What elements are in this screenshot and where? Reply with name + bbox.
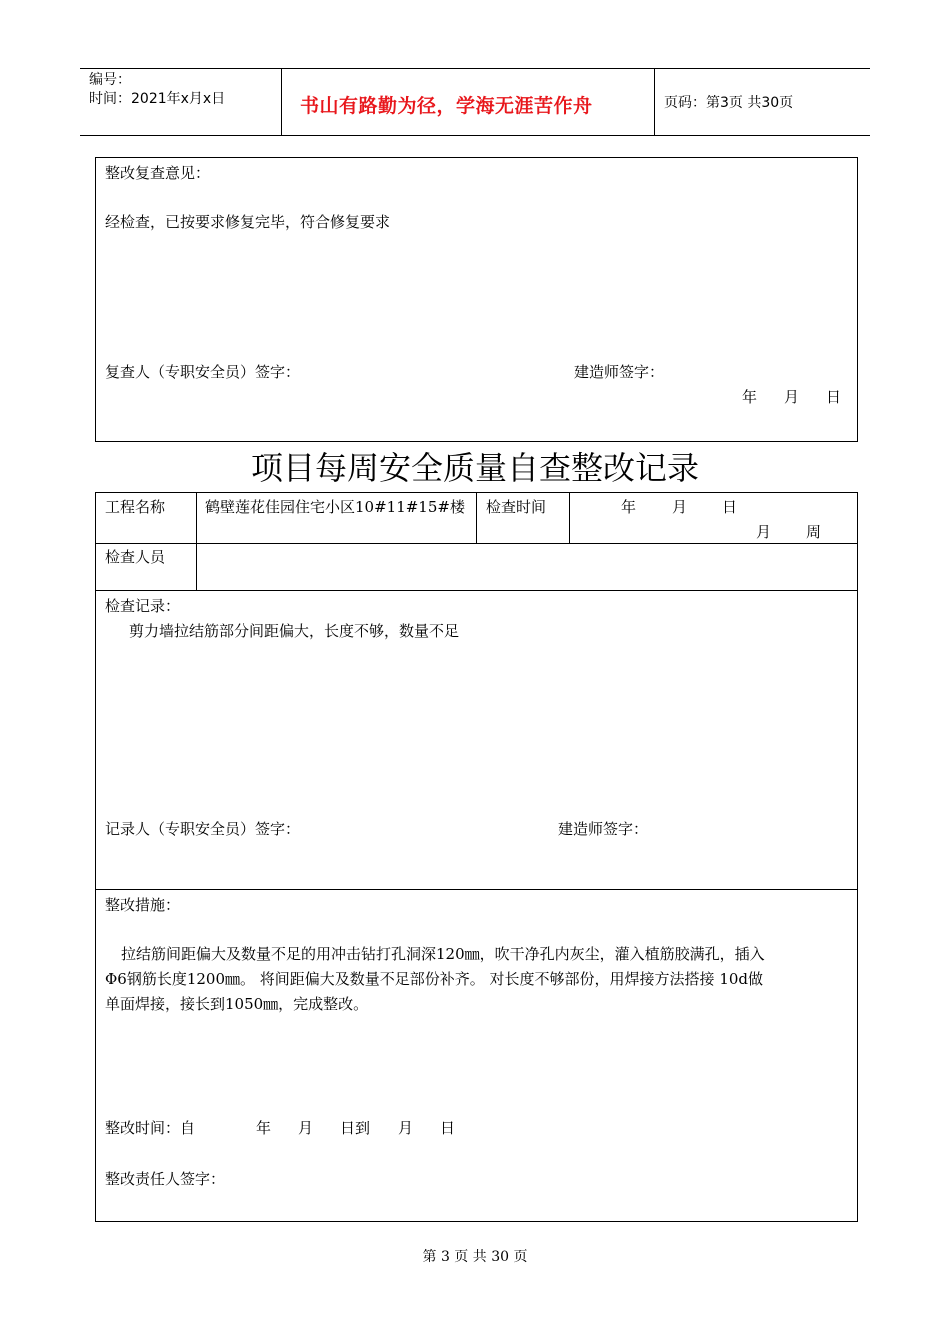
check-time-label: 检查时间 [486,498,547,516]
row-rule-2 [95,590,858,591]
rectify-time-month-2: 月 [398,1119,414,1137]
review-date-day: 日 [826,388,842,406]
header-bottom-rule [80,135,870,136]
header-top-rule [80,68,870,69]
col-rule-2 [476,492,477,543]
review-date-month: 月 [784,388,800,406]
measures-label: 整改措施： [105,896,181,914]
responsible-signature-label: 整改责任人签字： [105,1170,226,1188]
header-motto: 书山有路勤为径，学海无涯苦作舟 [300,95,593,117]
header-time-label: 时间：2021年x月x日 [89,91,226,107]
measures-line-1: 拉结筋间距偏大及数量不足的用冲击钻打孔洞深120㎜，吹干净孔内灰尘，灌入植筋胶满孔，插入 [121,945,765,963]
rectify-time-month: 月 [298,1119,314,1137]
record-text: 剪力墙拉结筋部分间距偏大，长度不够，数量不足 [129,622,460,640]
header-page-info: 页码：第3页 共30页 [664,95,794,111]
check-time-year: 年 [621,498,637,516]
header-divider-left [281,68,282,135]
review-opinion-label: 整改复查意见： [105,164,211,182]
header-divider-right [654,68,655,135]
project-name-value: 鹤壁莲花佳园住宅小区10#11#15#楼 [205,498,465,516]
check-time-day: 日 [722,498,738,516]
row-rule-3 [95,889,858,890]
record-table [95,492,858,1222]
rectify-time-day-2: 日 [440,1119,456,1137]
review-engineer-signature-label: 建造师签字： [574,363,665,381]
check-time-week: 周 [806,523,822,541]
page-title: 项目每周安全质量自查整改记录 [250,449,699,487]
measures-line-2: Φ6钢筋长度1200㎜。 将间距偏大及数量不足部份补齐。 对长度不够部份，用焊接方法搭接 10d做 [105,970,764,988]
review-opinion-text: 经检查，已按要求修复完毕，符合修复要求 [105,213,391,231]
project-name-label: 工程名称 [105,498,166,516]
page-footer: 第 3 页 共 30 页 [422,1249,528,1265]
rectify-time-label: 整改时间：自 [105,1119,196,1137]
check-time-month-2: 月 [756,523,772,541]
review-reviewer-signature-label: 复查人（专职安全员）签字： [105,363,301,381]
check-time-month: 月 [672,498,688,516]
review-date-year: 年 [742,388,758,406]
record-engineer-signature-label: 建造师签字： [558,820,649,838]
rectify-time-day-to: 日到 [340,1119,371,1137]
rectify-time-year: 年 [256,1119,272,1137]
col-rule-3 [569,492,570,543]
header-code-label: 编号： [89,72,131,88]
measures-line-3: 单面焊接，接长到1050㎜，完成整改。 [105,995,369,1013]
inspector-label: 检查人员 [105,548,166,566]
row-rule-1 [95,543,858,544]
recorder-signature-label: 记录人（专职安全员）签字： [105,820,301,838]
record-label: 检查记录： [105,597,181,615]
col-rule-1 [196,492,197,590]
